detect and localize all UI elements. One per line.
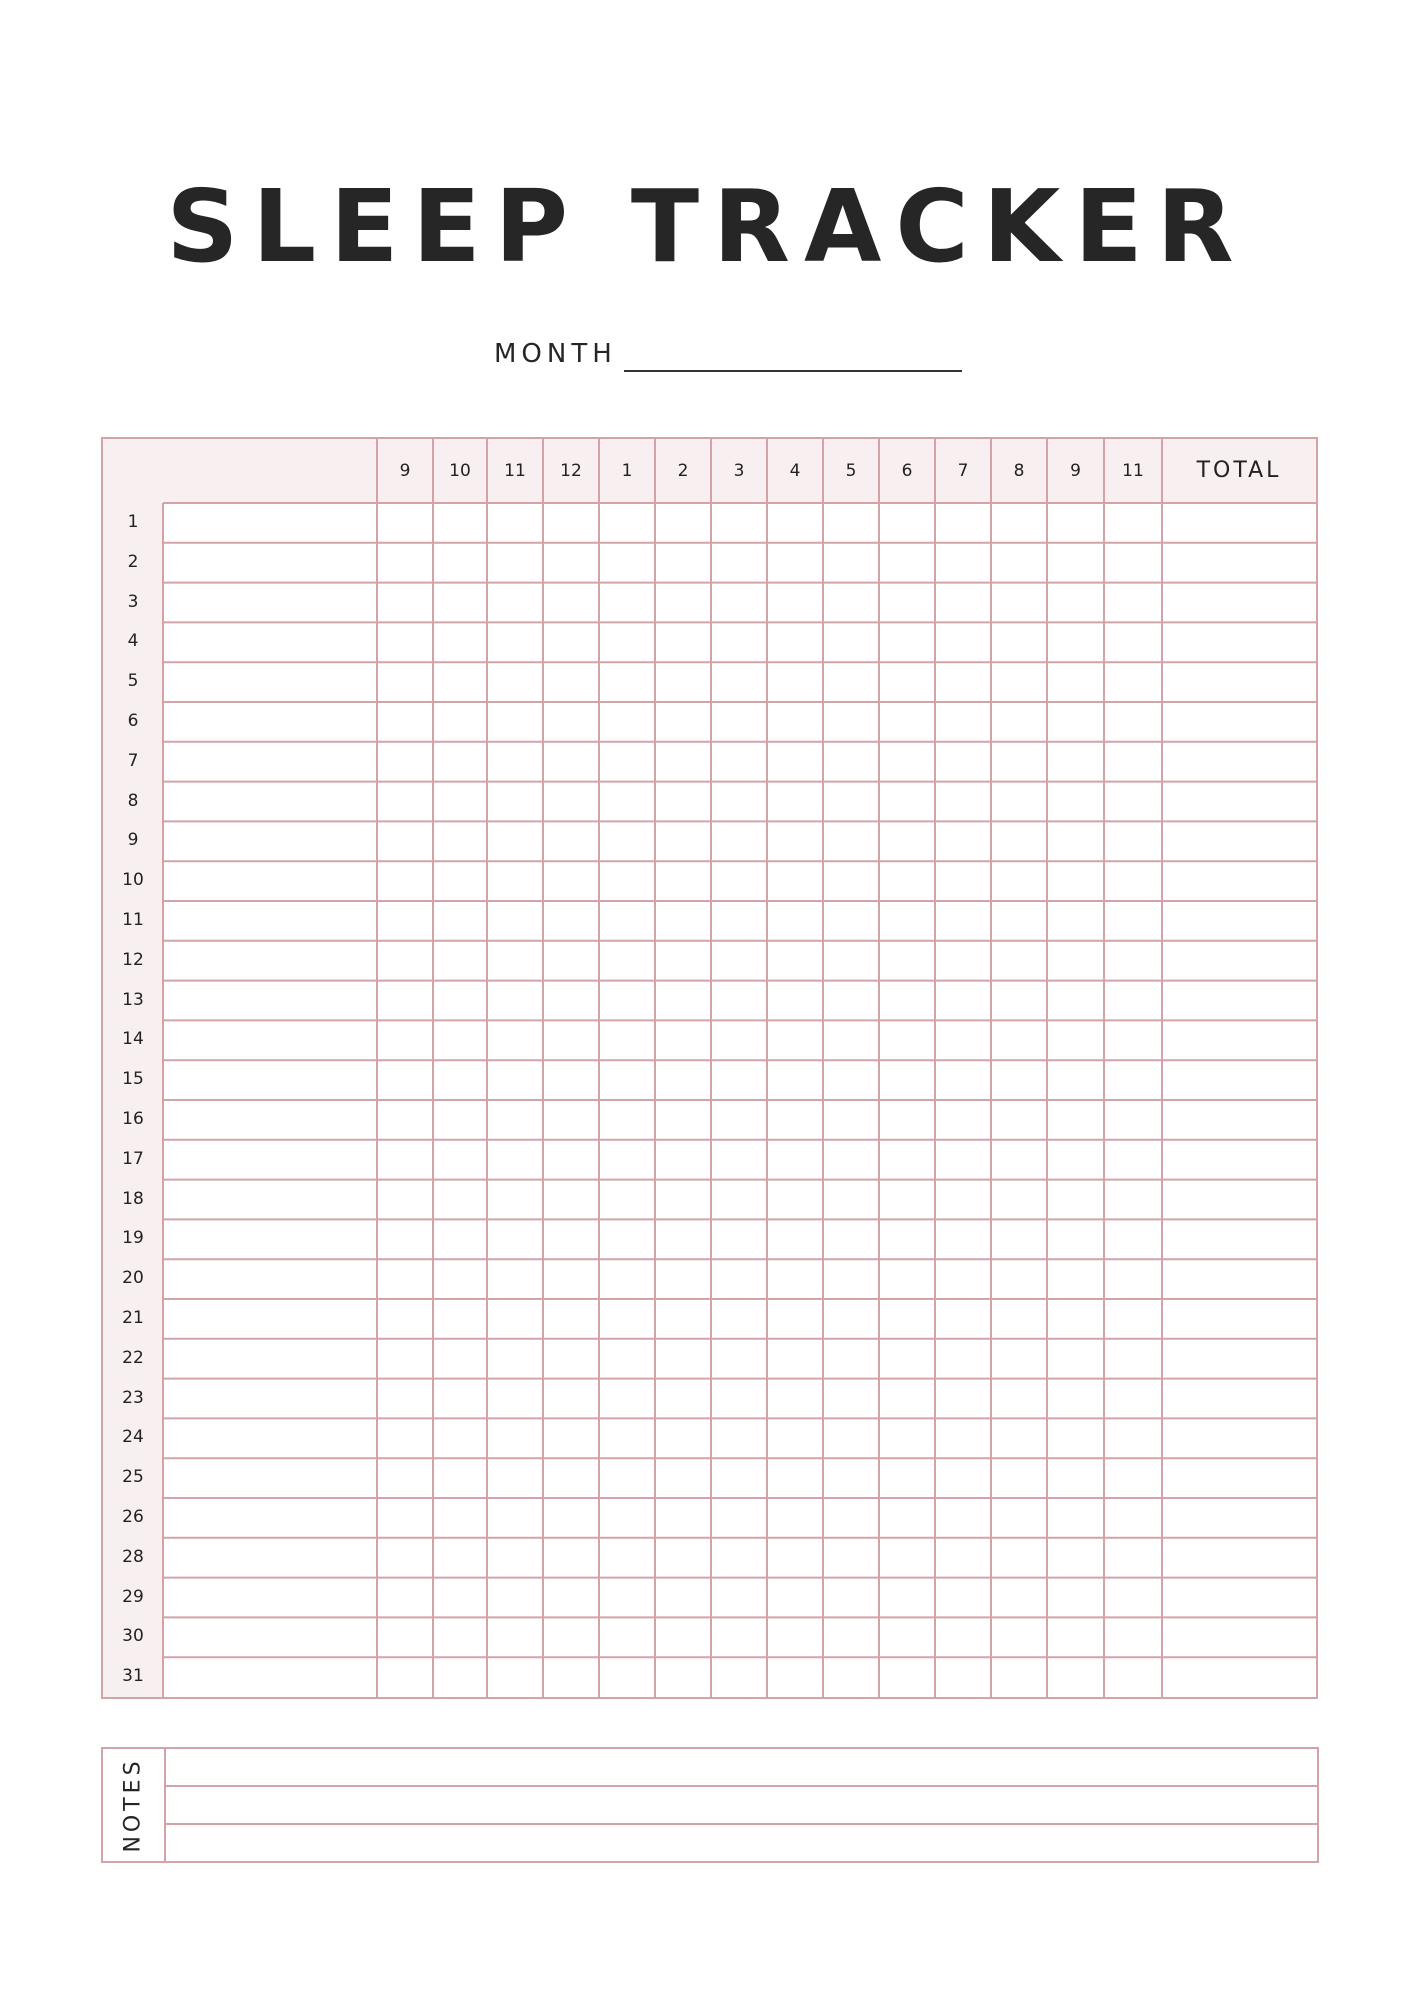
day-number: 14	[122, 1029, 144, 1050]
day-number: 31	[122, 1666, 144, 1687]
day-number: 4	[127, 631, 139, 652]
month-input-line[interactable]	[624, 370, 962, 372]
month-label: MONTH	[494, 339, 617, 369]
sleep-tracker-table	[101, 437, 1318, 1699]
day-number: 20	[122, 1268, 144, 1289]
day-number: 9	[127, 830, 139, 851]
tracker-grid	[103, 439, 1316, 1697]
notes-line	[166, 1785, 1317, 1787]
day-number: 22	[122, 1347, 144, 1368]
hour-header-cell: 4	[789, 461, 801, 481]
hour-header-cell: 9	[1070, 461, 1081, 481]
hour-header-cell: 10	[449, 461, 471, 481]
day-number: 19	[122, 1228, 144, 1249]
notes-label: NOTES	[120, 1757, 146, 1853]
hour-header-cell: 8	[1013, 461, 1025, 481]
day-number: 3	[127, 591, 139, 612]
day-number: 7	[127, 750, 139, 771]
day-number: 30	[122, 1626, 144, 1647]
notes-section	[101, 1747, 1319, 1863]
day-number: 2	[127, 551, 139, 572]
hour-header-cell: 2	[677, 461, 689, 481]
total-header-cell: TOTAL	[1196, 458, 1282, 483]
hour-header-cell: 6	[901, 461, 913, 481]
day-number: 5	[127, 671, 139, 692]
page-title: SLEEP TRACKER	[166, 168, 1248, 285]
day-number: 24	[122, 1427, 144, 1448]
day-number: 8	[127, 790, 139, 811]
day-number: 15	[122, 1069, 144, 1090]
day-number: 17	[122, 1148, 144, 1169]
day-number: 21	[122, 1308, 144, 1328]
day-number: 23	[122, 1387, 144, 1408]
day-number: 16	[122, 1109, 144, 1129]
day-number: 29	[122, 1586, 144, 1607]
hour-header-cell: 7	[957, 461, 969, 481]
day-number: 10	[122, 870, 144, 891]
hour-header-cell: 1	[621, 461, 633, 481]
day-number: 6	[127, 711, 139, 731]
notes-label-column	[103, 1749, 166, 1861]
hour-header-cell: 11	[1122, 461, 1144, 481]
notes-line	[166, 1823, 1317, 1825]
hour-header-cell: 3	[733, 461, 745, 481]
day-number: 11	[122, 910, 144, 930]
day-number: 26	[122, 1507, 144, 1527]
day-number: 18	[122, 1188, 144, 1209]
hour-header-cell: 5	[845, 461, 857, 481]
day-number: 28	[122, 1546, 144, 1567]
hour-header-cell: 9	[399, 461, 411, 481]
day-number: 1	[127, 512, 139, 532]
day-number: 13	[122, 989, 144, 1010]
day-number: 25	[122, 1467, 144, 1488]
hour-header-cell: 12	[560, 461, 582, 481]
month-field	[494, 338, 964, 378]
hour-header-cell: 11	[504, 461, 526, 481]
day-number: 12	[122, 949, 144, 970]
